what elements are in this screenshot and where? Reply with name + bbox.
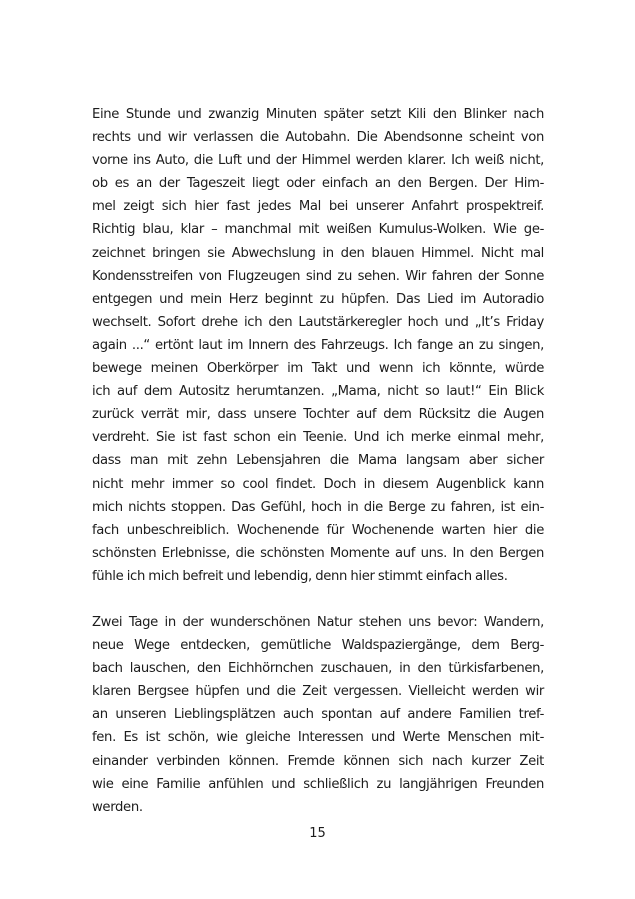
paragraph-spacer (92, 588, 544, 611)
text-line: klaren Bergsee hüpfen und die Zeit vergessen. Vielleicht werden wir (92, 684, 544, 700)
body-text (92, 103, 544, 819)
text-line: zeichnet bringen sie Abwechslung in den blauen Himmel. Nicht mal (92, 245, 544, 261)
text-line: entgegen und mein Herz beginnt zu hüpfen. Das Lied im Autoradio (92, 291, 544, 307)
text-line: verdreht. Sie ist fast schon ein Teenie. Und ich merke einmal mehr, (92, 430, 544, 446)
text-line: nicht mehr immer so cool findet. Doch in diesem Augenblick kann (92, 476, 544, 492)
text-line: wechselt. Sofort drehe ich den Lautstärkeregler hoch und „It’s Friday (92, 314, 544, 330)
text-line: dass man mit zehn Lebensjahren die Mama langsam aber sicher (92, 453, 544, 469)
text-line: Kondensstreifen von Flugzeugen sind zu sehen. Wir fahren der Sonne (92, 268, 544, 284)
text-line: again ...“ ertönt laut im Innern des Fahrzeugs. Ich fange an zu singen, (92, 337, 544, 353)
paragraph-2 (92, 611, 544, 819)
text-line: bewege meinen Oberkörper im Takt und wenn ich könnte, würde (92, 361, 544, 377)
text-line: fen. Es ist schön, wie gleiche Interessen und Werte Menschen mit- (92, 730, 544, 746)
text-line: zurück verrät mir, dass unsere Tochter auf dem Rücksitz die Augen (92, 407, 544, 423)
text-line: einander verbinden können. Fremde können sich nach kurzer Zeit (92, 753, 544, 769)
text-line: werden. (92, 799, 143, 815)
text-line: ob es an der Tageszeit liegt oder einfach an den Bergen. Der Him- (92, 176, 544, 192)
text-line: schönsten Erlebnisse, die schönsten Momente auf uns. In den Bergen (92, 545, 544, 561)
text-line: Eine Stunde und zwanzig Minuten später setzt Kili den Blinker nach (92, 107, 544, 122)
text-line: mel zeigt sich hier fast jedes Mal bei unserer Anfahrt prospektreif. (92, 199, 544, 215)
text-line: fühle ich mich befreit und lebendig, denn hier stimmt einfach alles. (92, 568, 508, 584)
text-line: vorne ins Auto, die Luft und der Himmel werden klarer. Ich weiß nicht, (92, 153, 544, 169)
text-line: an unseren Lieblingsplätzen auch spontan auf andere Familien tref- (92, 707, 544, 723)
text-line: Richtig blau, klar – manchmal mit weißen Kumulus-Wolken. Wie ge- (92, 222, 544, 238)
paragraph-1 (92, 103, 544, 588)
text-line: mich nichts stoppen. Das Gefühl, hoch in die Berge zu fahren, ist ein- (92, 499, 544, 515)
text-line: fach unbeschreiblich. Wochenende für Wochenende warten hier die (92, 522, 544, 538)
text-line: Zwei Tage in der wunderschönen Natur stehen uns bevor: Wandern, (92, 614, 544, 630)
text-line: neue Wege entdecken, gemütliche Waldspaziergänge, dem Berg- (92, 638, 544, 654)
text-line: ich auf dem Autositz herumtanzen. „Mama, nicht so laut!“ Ein Blick (92, 384, 544, 400)
text-line: wie eine Familie anfühlen und schließlich zu langjährigen Freunden (92, 776, 544, 792)
page-number: 15 (309, 826, 326, 841)
text-line: bach lauschen, den Eichhörnchen zuschauen, in den türkisfarbenen, (92, 661, 544, 677)
text-line: rechts und wir verlassen die Autobahn. Die Abendsonne scheint von (92, 130, 544, 146)
